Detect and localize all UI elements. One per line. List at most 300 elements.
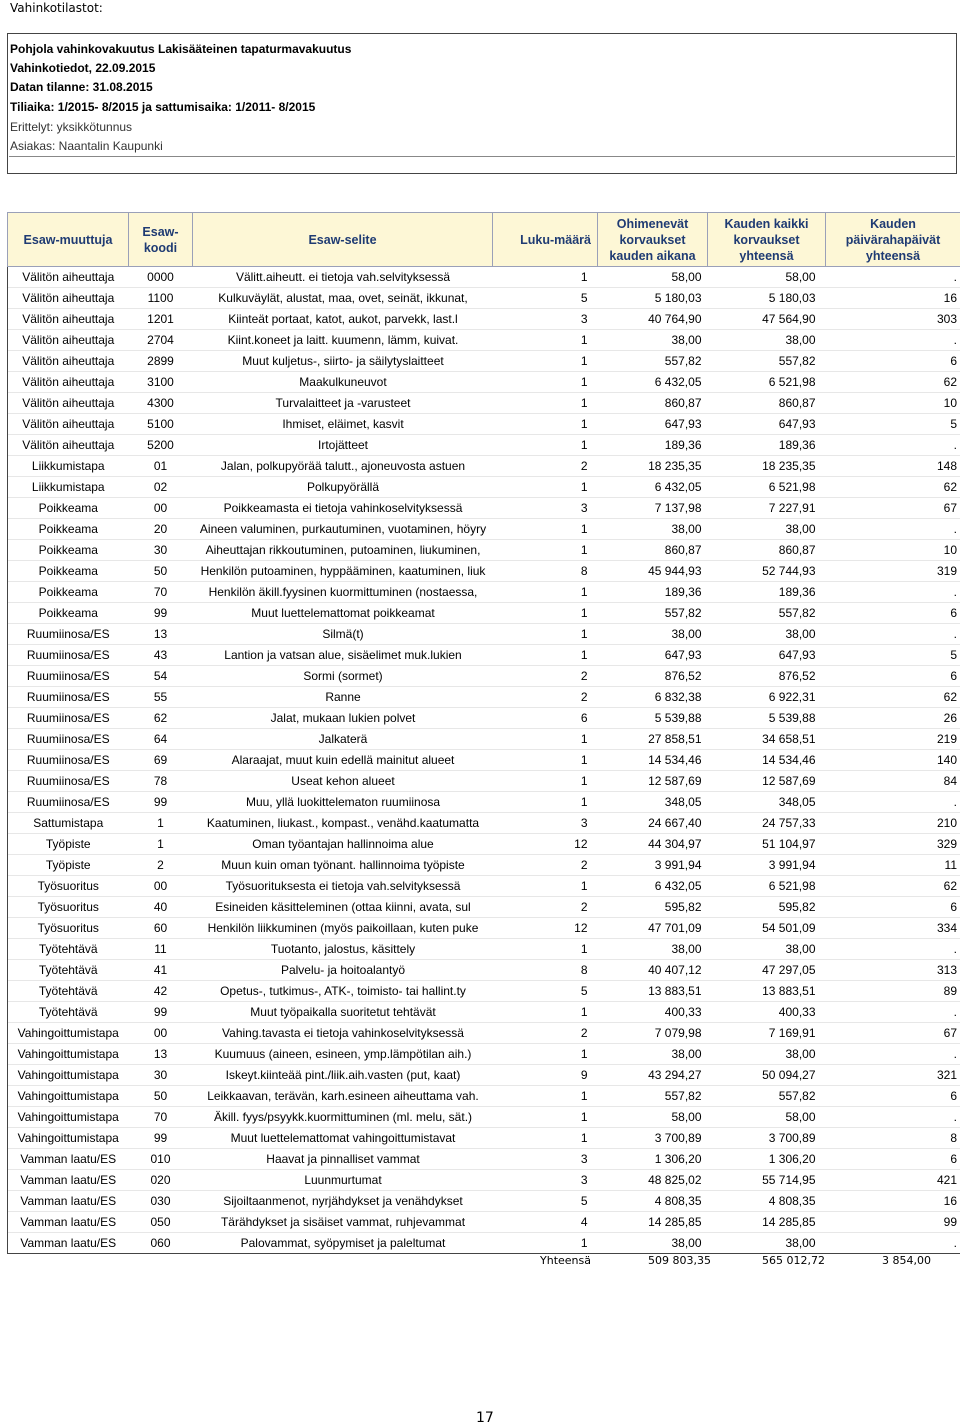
cell-transient-compensation: 4 808,35: [598, 1191, 708, 1212]
header-esaw-code: Esaw-koodi: [129, 213, 193, 267]
cell-esaw-variable: Liikkumistapa: [8, 477, 129, 498]
cell-esaw-variable: Ruumiinosa/ES: [8, 624, 129, 645]
cell-esaw-variable: Välitön aiheuttaja: [8, 330, 129, 351]
cell-esaw-code: 3100: [129, 372, 193, 393]
cell-esaw-code: 5200: [129, 435, 193, 456]
report-info-box: [7, 33, 957, 174]
cell-count: 1: [493, 330, 598, 351]
cell-total-compensation: 13 883,51: [708, 981, 826, 1002]
cell-daily-allowance-days: .: [826, 1107, 960, 1128]
table-row: [8, 813, 960, 834]
cell-transient-compensation: 58,00: [598, 1107, 708, 1128]
cell-esaw-variable: Sattumistapa: [8, 813, 129, 834]
cell-esaw-variable: Työtehtävä: [8, 1002, 129, 1023]
cell-esaw-variable: Poikkeama: [8, 519, 129, 540]
cell-esaw-variable: Ruumiinosa/ES: [8, 666, 129, 687]
cell-esaw-code: 41: [129, 960, 193, 981]
cell-daily-allowance-days: .: [826, 624, 960, 645]
table-row: [8, 876, 960, 897]
cell-count: 1: [493, 393, 598, 414]
cell-esaw-variable: Työpiste: [8, 834, 129, 855]
page-number: 17: [476, 1410, 494, 1426]
cell-daily-allowance-days: 6: [826, 351, 960, 372]
table-row: [8, 1107, 960, 1128]
cell-daily-allowance-days: 89: [826, 981, 960, 1002]
table-row: [8, 708, 960, 729]
cell-esaw-variable: Välitön aiheuttaja: [8, 309, 129, 330]
cell-transient-compensation: 12 587,69: [598, 771, 708, 792]
cell-esaw-code: 2: [129, 855, 193, 876]
cell-transient-compensation: 6 432,05: [598, 876, 708, 897]
cell-count: 1: [493, 414, 598, 435]
cell-esaw-variable: Ruumiinosa/ES: [8, 645, 129, 666]
cell-total-compensation: 6 922,31: [708, 687, 826, 708]
cell-daily-allowance-days: 303: [826, 309, 960, 330]
cell-total-compensation: 7 227,91: [708, 498, 826, 519]
cell-daily-allowance-days: 5: [826, 414, 960, 435]
cell-transient-compensation: 557,82: [598, 351, 708, 372]
cell-count: 2: [493, 855, 598, 876]
table-row: [8, 645, 960, 666]
cell-esaw-variable: Työpiste: [8, 855, 129, 876]
cell-esaw-description: Irtojätteet: [193, 435, 493, 456]
cell-esaw-code: 00: [129, 876, 193, 897]
cell-total-compensation: 38,00: [708, 939, 826, 960]
table-row: [8, 414, 960, 435]
cell-total-compensation: 6 521,98: [708, 372, 826, 393]
cell-total-compensation: 51 104,97: [708, 834, 826, 855]
cell-daily-allowance-days: .: [826, 792, 960, 813]
table-row: [8, 1065, 960, 1086]
cell-total-compensation: 557,82: [708, 603, 826, 624]
cell-esaw-code: 2899: [129, 351, 193, 372]
cell-transient-compensation: 24 667,40: [598, 813, 708, 834]
table-row: [8, 855, 960, 876]
cell-daily-allowance-days: .: [826, 1233, 960, 1254]
cell-daily-allowance-days: .: [826, 939, 960, 960]
cell-transient-compensation: 45 944,93: [598, 561, 708, 582]
cell-esaw-description: Esineiden käsitteleminen (ottaa kiinni, avata, sul: [193, 897, 493, 918]
cell-count: 1: [493, 582, 598, 603]
cell-total-compensation: 14 534,46: [708, 750, 826, 771]
cell-daily-allowance-days: 10: [826, 393, 960, 414]
cell-daily-allowance-days: 6: [826, 603, 960, 624]
breakdown-info: Erittelyt: yksikkötunnus: [10, 120, 133, 134]
cell-count: 2: [493, 687, 598, 708]
cell-esaw-code: 43: [129, 645, 193, 666]
cell-count: 3: [493, 1149, 598, 1170]
cell-esaw-code: 30: [129, 1065, 193, 1086]
cell-count: 1: [493, 603, 598, 624]
cell-transient-compensation: 400,33: [598, 1002, 708, 1023]
cell-total-compensation: 595,82: [708, 897, 826, 918]
cell-esaw-variable: Vamman laatu/ES: [8, 1191, 129, 1212]
cell-transient-compensation: 6 432,05: [598, 477, 708, 498]
cell-total-compensation: 38,00: [708, 519, 826, 540]
cell-count: 5: [493, 1191, 598, 1212]
cell-total-compensation: 4 808,35: [708, 1191, 826, 1212]
table-row: [8, 1002, 960, 1023]
cell-daily-allowance-days: 8: [826, 1128, 960, 1149]
cell-total-compensation: 18 235,35: [708, 456, 826, 477]
cell-daily-allowance-days: .: [826, 1044, 960, 1065]
table-row: [8, 477, 960, 498]
cell-esaw-description: Ranne: [193, 687, 493, 708]
cell-daily-allowance-days: .: [826, 330, 960, 351]
cell-esaw-code: 60: [129, 918, 193, 939]
cell-count: 1: [493, 267, 598, 288]
table-row: [8, 771, 960, 792]
table-row: [8, 519, 960, 540]
cell-esaw-code: 64: [129, 729, 193, 750]
table-row: [8, 330, 960, 351]
table-row: [8, 1170, 960, 1191]
cell-esaw-description: Aineen valuminen, purkautuminen, vuotaminen, höyry: [193, 519, 493, 540]
cell-esaw-code: 99: [129, 1002, 193, 1023]
header-count: Luku-määrä: [493, 213, 598, 267]
cell-total-compensation: 189,36: [708, 582, 826, 603]
cell-total-compensation: 400,33: [708, 1002, 826, 1023]
table-body: [8, 267, 960, 1254]
cell-esaw-variable: Ruumiinosa/ES: [8, 729, 129, 750]
cell-transient-compensation: 557,82: [598, 1086, 708, 1107]
cell-transient-compensation: 43 294,27: [598, 1065, 708, 1086]
report-date: Vahinkotiedot, 22.09.2015: [10, 61, 156, 75]
cell-esaw-variable: Välitön aiheuttaja: [8, 414, 129, 435]
table-row: [8, 834, 960, 855]
cell-esaw-variable: Vahingoittumistapa: [8, 1107, 129, 1128]
cell-total-compensation: 55 714,95: [708, 1170, 826, 1191]
cell-esaw-code: 40: [129, 897, 193, 918]
cell-esaw-description: Jalan, polkupyörää talutt., ajoneuvosta astuen: [193, 456, 493, 477]
cell-total-compensation: 876,52: [708, 666, 826, 687]
cell-count: 1: [493, 729, 598, 750]
table-row: [8, 582, 960, 603]
cell-esaw-description: Kaatuminen, liukast., kompast., venähd.kaatumatta: [193, 813, 493, 834]
cell-daily-allowance-days: .: [826, 267, 960, 288]
cell-transient-compensation: 348,05: [598, 792, 708, 813]
cell-transient-compensation: 3 700,89: [598, 1128, 708, 1149]
header-esaw-variable: Esaw-muuttuja: [8, 213, 129, 267]
cell-count: 2: [493, 666, 598, 687]
cell-esaw-description: Palovammat, syöpymiset ja paleltumat: [193, 1233, 493, 1254]
cell-daily-allowance-days: .: [826, 519, 960, 540]
customer-info: Asiakas: Naantalin Kaupunki: [10, 139, 163, 153]
table-row: [8, 1086, 960, 1107]
cell-daily-allowance-days: 11: [826, 855, 960, 876]
cell-esaw-description: Kuumuus (aineen, esineen, ymp.lämpötilan aih.): [193, 1044, 493, 1065]
cell-daily-allowance-days: 148: [826, 456, 960, 477]
table-row: [8, 729, 960, 750]
cell-daily-allowance-days: 62: [826, 372, 960, 393]
report-title: Pohjola vahinkovakuutus Lakisääteinen tapaturmavakuutus: [10, 42, 352, 56]
totals-transient: 509 803,35: [648, 1254, 711, 1267]
cell-esaw-code: 050: [129, 1212, 193, 1233]
cell-transient-compensation: 7 137,98: [598, 498, 708, 519]
cell-count: 6: [493, 708, 598, 729]
cell-daily-allowance-days: 62: [826, 687, 960, 708]
table-row: [8, 1233, 960, 1254]
cell-count: 1: [493, 1233, 598, 1254]
cell-esaw-variable: Vahingoittumistapa: [8, 1065, 129, 1086]
cell-daily-allowance-days: 62: [826, 876, 960, 897]
cell-count: 1: [493, 1128, 598, 1149]
cell-esaw-variable: Vahingoittumistapa: [8, 1128, 129, 1149]
cell-transient-compensation: 647,93: [598, 414, 708, 435]
cell-count: 12: [493, 918, 598, 939]
cell-transient-compensation: 38,00: [598, 624, 708, 645]
totals-total-compensation: 565 012,72: [762, 1254, 825, 1267]
cell-esaw-description: Vahing.tavasta ei tietoja vahinkoselvityksessä: [193, 1023, 493, 1044]
table-row: [8, 666, 960, 687]
cell-esaw-code: 1100: [129, 288, 193, 309]
cell-transient-compensation: 58,00: [598, 267, 708, 288]
cell-transient-compensation: 14 534,46: [598, 750, 708, 771]
cell-esaw-description: Opetus-, tutkimus-, ATK-, toimisto- tai hallint.ty: [193, 981, 493, 1002]
cell-count: 1: [493, 1086, 598, 1107]
cell-total-compensation: 3 991,94: [708, 855, 826, 876]
cell-esaw-description: Poikkeamasta ei tietoja vahinkoselvityksessä: [193, 498, 493, 519]
cell-esaw-description: Tuotanto, jalostus, käsittely: [193, 939, 493, 960]
cell-esaw-description: Ihmiset, eläimet, kasvit: [193, 414, 493, 435]
cell-esaw-code: 20: [129, 519, 193, 540]
cell-esaw-variable: Vahingoittumistapa: [8, 1044, 129, 1065]
cell-total-compensation: 557,82: [708, 1086, 826, 1107]
table-row: [8, 897, 960, 918]
cell-esaw-code: 030: [129, 1191, 193, 1212]
cell-count: 1: [493, 771, 598, 792]
cell-daily-allowance-days: 421: [826, 1170, 960, 1191]
table-row: [8, 1044, 960, 1065]
cell-transient-compensation: 1 306,20: [598, 1149, 708, 1170]
cell-esaw-variable: Vamman laatu/ES: [8, 1212, 129, 1233]
cell-total-compensation: 52 744,93: [708, 561, 826, 582]
cell-esaw-code: 99: [129, 603, 193, 624]
cell-esaw-variable: Välitön aiheuttaja: [8, 393, 129, 414]
totals-label: Yhteensä: [540, 1254, 591, 1267]
cell-count: 3: [493, 498, 598, 519]
cell-esaw-description: Sijoiltaanmenot, nyrjähdykset ja venähdykset: [193, 1191, 493, 1212]
cell-esaw-variable: Ruumiinosa/ES: [8, 750, 129, 771]
cell-esaw-description: Luunmurtumat: [193, 1170, 493, 1191]
table-row: [8, 540, 960, 561]
cell-daily-allowance-days: .: [826, 582, 960, 603]
cell-total-compensation: 647,93: [708, 645, 826, 666]
cell-esaw-variable: Ruumiinosa/ES: [8, 792, 129, 813]
cell-esaw-description: Sormi (sormet): [193, 666, 493, 687]
totals-days: 3 854,00: [882, 1254, 931, 1267]
cell-esaw-description: Muut kuljetus-, siirto- ja säilytyslaitteet: [193, 351, 493, 372]
cell-count: 5: [493, 288, 598, 309]
cell-transient-compensation: 14 285,85: [598, 1212, 708, 1233]
cell-total-compensation: 12 587,69: [708, 771, 826, 792]
cell-esaw-variable: Poikkeama: [8, 540, 129, 561]
cell-esaw-code: 62: [129, 708, 193, 729]
cell-esaw-description: Useat kehon alueet: [193, 771, 493, 792]
cell-esaw-description: Muun kuin oman työnant. hallinnoima työpiste: [193, 855, 493, 876]
cell-esaw-code: 010: [129, 1149, 193, 1170]
cell-count: 3: [493, 813, 598, 834]
cell-total-compensation: 58,00: [708, 267, 826, 288]
table-row: [8, 1128, 960, 1149]
cell-esaw-description: Aiheuttajan rikkoutuminen, putoaminen, liukuminen,: [193, 540, 493, 561]
cell-daily-allowance-days: 62: [826, 477, 960, 498]
cell-esaw-code: 020: [129, 1170, 193, 1191]
cell-total-compensation: 47 297,05: [708, 960, 826, 981]
cell-total-compensation: 47 564,90: [708, 309, 826, 330]
table-row: [8, 1212, 960, 1233]
cell-transient-compensation: 40 407,12: [598, 960, 708, 981]
cell-transient-compensation: 5 539,88: [598, 708, 708, 729]
cell-count: 2: [493, 1023, 598, 1044]
cell-esaw-variable: Ruumiinosa/ES: [8, 687, 129, 708]
cell-esaw-description: Alaraajat, muut kuin edellä mainitut alueet: [193, 750, 493, 771]
cell-daily-allowance-days: 67: [826, 498, 960, 519]
cell-total-compensation: 38,00: [708, 1233, 826, 1254]
cell-total-compensation: 5 180,03: [708, 288, 826, 309]
cell-daily-allowance-days: 5: [826, 645, 960, 666]
cell-esaw-description: Lantion ja vatsan alue, sisäelimet muk.lukien: [193, 645, 493, 666]
cell-transient-compensation: 7 079,98: [598, 1023, 708, 1044]
cell-transient-compensation: 6 832,38: [598, 687, 708, 708]
cell-total-compensation: 38,00: [708, 1044, 826, 1065]
page-label: Vahinkotilastot:: [10, 1, 103, 15]
cell-esaw-description: Jalat, mukaan lukien polvet: [193, 708, 493, 729]
cell-esaw-variable: Työtehtävä: [8, 981, 129, 1002]
cell-esaw-description: Tärähdykset ja sisäiset vammat, ruhjevammat: [193, 1212, 493, 1233]
cell-transient-compensation: 38,00: [598, 330, 708, 351]
cell-count: 1: [493, 645, 598, 666]
cell-esaw-code: 99: [129, 1128, 193, 1149]
cell-count: 1: [493, 1002, 598, 1023]
cell-total-compensation: 5 539,88: [708, 708, 826, 729]
cell-daily-allowance-days: 329: [826, 834, 960, 855]
cell-count: 8: [493, 960, 598, 981]
cell-transient-compensation: 189,36: [598, 435, 708, 456]
cell-count: 1: [493, 1044, 598, 1065]
cell-esaw-description: Muut luettelemattomat vahingoittumistavat: [193, 1128, 493, 1149]
cell-total-compensation: 24 757,33: [708, 813, 826, 834]
cell-esaw-variable: Vamman laatu/ES: [8, 1170, 129, 1191]
cell-esaw-description: Välitt.aiheutt. ei tietoja vah.selvityksessä: [193, 267, 493, 288]
cell-count: 2: [493, 456, 598, 477]
cell-esaw-code: 50: [129, 1086, 193, 1107]
cell-transient-compensation: 860,87: [598, 540, 708, 561]
cell-total-compensation: 34 658,51: [708, 729, 826, 750]
cell-esaw-code: 99: [129, 792, 193, 813]
cell-esaw-code: 0000: [129, 267, 193, 288]
cell-transient-compensation: 860,87: [598, 393, 708, 414]
cell-count: 1: [493, 792, 598, 813]
cell-esaw-code: 55: [129, 687, 193, 708]
cell-total-compensation: 6 521,98: [708, 477, 826, 498]
cell-count: 4: [493, 1212, 598, 1233]
cell-esaw-code: 54: [129, 666, 193, 687]
cell-transient-compensation: 38,00: [598, 939, 708, 960]
cell-esaw-variable: Vahingoittumistapa: [8, 1023, 129, 1044]
table-row: [8, 435, 960, 456]
table-row: [8, 1191, 960, 1212]
table-row: [8, 1023, 960, 1044]
cell-esaw-code: 01: [129, 456, 193, 477]
cell-daily-allowance-days: .: [826, 435, 960, 456]
cell-esaw-variable: Vamman laatu/ES: [8, 1149, 129, 1170]
cell-esaw-variable: Työtehtävä: [8, 960, 129, 981]
cell-count: 8: [493, 561, 598, 582]
cell-count: 1: [493, 624, 598, 645]
cell-transient-compensation: 595,82: [598, 897, 708, 918]
table-row: [8, 561, 960, 582]
cell-daily-allowance-days: 26: [826, 708, 960, 729]
cell-total-compensation: 1 306,20: [708, 1149, 826, 1170]
cell-esaw-variable: Poikkeama: [8, 561, 129, 582]
table-row: [8, 456, 960, 477]
cell-esaw-variable: Välitön aiheuttaja: [8, 351, 129, 372]
cell-esaw-description: Leikkaavan, terävän, karh.esineen aiheuttama vah.: [193, 1086, 493, 1107]
cell-esaw-variable: Liikkumistapa: [8, 456, 129, 477]
cell-esaw-description: Jalkaterä: [193, 729, 493, 750]
cell-total-compensation: 7 169,91: [708, 1023, 826, 1044]
cell-count: 1: [493, 1107, 598, 1128]
cell-total-compensation: 860,87: [708, 393, 826, 414]
cell-transient-compensation: 647,93: [598, 645, 708, 666]
table-row: [8, 960, 960, 981]
period-info: Tiliaika: 1/2015- 8/2015 ja sattumisaika: 1/2011- 8/2015: [10, 100, 316, 114]
cell-esaw-variable: Ruumiinosa/ES: [8, 708, 129, 729]
table-row: [8, 393, 960, 414]
table-row: [8, 288, 960, 309]
cell-esaw-variable: Työsuoritus: [8, 918, 129, 939]
cell-daily-allowance-days: 84: [826, 771, 960, 792]
cell-esaw-variable: Työtehtävä: [8, 939, 129, 960]
cell-count: 3: [493, 309, 598, 330]
cell-count: 1: [493, 750, 598, 771]
cell-esaw-code: 30: [129, 540, 193, 561]
cell-transient-compensation: 44 304,97: [598, 834, 708, 855]
cell-esaw-description: Muu, yllä luokittelematon ruumiinosa: [193, 792, 493, 813]
cell-count: 12: [493, 834, 598, 855]
cell-esaw-code: 1: [129, 834, 193, 855]
cell-total-compensation: 14 285,85: [708, 1212, 826, 1233]
table-row: [8, 792, 960, 813]
cell-count: 1: [493, 876, 598, 897]
cell-count: 1: [493, 540, 598, 561]
cell-esaw-code: 060: [129, 1233, 193, 1254]
cell-daily-allowance-days: 10: [826, 540, 960, 561]
table-row: [8, 981, 960, 1002]
cell-total-compensation: 860,87: [708, 540, 826, 561]
table-header-row: [8, 213, 960, 267]
cell-daily-allowance-days: 67: [826, 1023, 960, 1044]
cell-transient-compensation: 18 235,35: [598, 456, 708, 477]
cell-esaw-code: 13: [129, 1044, 193, 1065]
cell-esaw-code: 69: [129, 750, 193, 771]
cell-count: 1: [493, 372, 598, 393]
cell-daily-allowance-days: 321: [826, 1065, 960, 1086]
cell-esaw-variable: Välitön aiheuttaja: [8, 267, 129, 288]
cell-daily-allowance-days: 6: [826, 1086, 960, 1107]
cell-esaw-code: 4300: [129, 393, 193, 414]
cell-transient-compensation: 557,82: [598, 603, 708, 624]
cell-esaw-description: Polkupyörällä: [193, 477, 493, 498]
table-row: [8, 267, 960, 288]
cell-daily-allowance-days: 6: [826, 666, 960, 687]
cell-esaw-code: 70: [129, 582, 193, 603]
cell-esaw-variable: Poikkeama: [8, 603, 129, 624]
cell-esaw-description: Kiinteät portaat, katot, aukot, parvekk, last.l: [193, 309, 493, 330]
cell-transient-compensation: 3 991,94: [598, 855, 708, 876]
cell-esaw-code: 00: [129, 498, 193, 519]
